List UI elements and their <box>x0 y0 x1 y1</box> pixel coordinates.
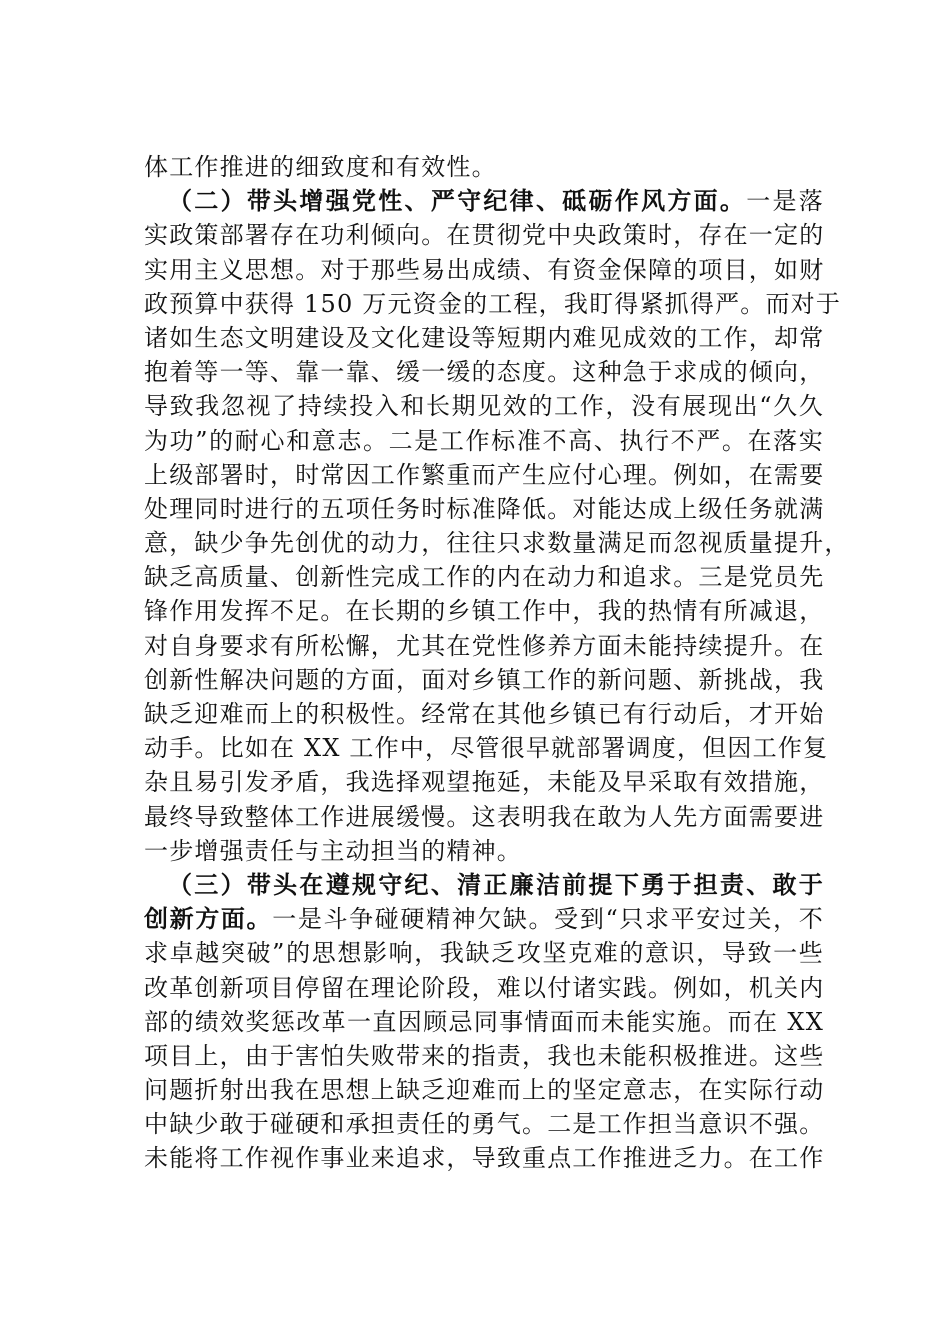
paragraph-line: 处理同时进行的五项任务时标准降低。对能达成上级任务就满 <box>144 494 825 523</box>
paragraph-line: 体工作推进的细致度和有效性。 <box>144 153 497 181</box>
paragraph-line: 抱着等一等、靠一靠、缓一缓的态度。这种急于求成的倾向， <box>144 358 825 387</box>
paragraph-line: 导致我忽视了持续投入和长期见效的工作，没有展现出“久久 <box>144 392 824 421</box>
paragraph-line: 诸如生态文明建设及文化建设等短期内难见成效的工作，却常 <box>144 323 825 352</box>
paragraph-line: 部的绩效奖惩改革一直因顾忌同事情面而未能实施。而在 XX <box>144 1007 824 1036</box>
paragraph-line: 创新性解决问题的方面，面对乡镇工作的新问题、新挑战，我 <box>144 665 825 694</box>
paragraph-line: 改革创新项目停留在理论阶段，难以付诸实践。例如，机关内 <box>144 973 825 1002</box>
paragraph-line: 缺乏迎难而上的积极性。经常在其他乡镇已有行动后，才开始 <box>144 700 825 728</box>
paragraph-line: 杂且易引发矛盾，我选择观望拖延，未能及早采取有效措施， <box>144 768 825 797</box>
paragraph-line: 意，缺少争先创优的动力，往往只求数量满足而忽视质量提升， <box>144 529 850 558</box>
section-heading-line <box>144 868 824 902</box>
paragraph-line: 上级部署时，时常因工作繁重而产生应付心理。例如，在需要 <box>144 460 825 489</box>
section-heading-line: （二）带头增强党性、严守纪律、砥砺作风方面。一是落 <box>168 186 824 216</box>
paragraph-line: 政预算中获得 150 万元资金的工程，我盯得紧抓得严。而对于 <box>144 289 842 318</box>
paragraph-line: 为功”的耐心和意志。二是工作标准不高、执行不严。在落实 <box>144 426 824 455</box>
section-heading: （二）带头增强党性、严守纪律、砥砺作风方面。 <box>168 186 747 216</box>
paragraph-line: 问题折射出我在思想上缺乏迎难而上的坚定意志，在实际行动 <box>144 1076 825 1105</box>
paragraph-line: 缺乏高质量、创新性完成工作的内在动力和追求。三是党员先 <box>144 563 825 592</box>
paragraph-line: 求卓越突破”的思想影响，我缺乏攻坚克难的意识，导致一些 <box>144 939 824 968</box>
paragraph-line: 项目上，由于害怕失败带来的指责，我也未能积极推进。这些 <box>144 1041 825 1070</box>
paragraph-line: 实政策部署存在功利倾向。在贯彻党中央政策时，存在一定的 <box>144 221 825 250</box>
paragraph-line: 未能将工作视作事业来追求，导致重点工作推进乏力。在工作 <box>144 1144 825 1173</box>
paragraph-line: 锋作用发挥不足。在长期的乡镇工作中，我的热情有所减退， <box>144 597 825 626</box>
paragraph-line: 中缺少敢于碰硬和承担责任的勇气。二是工作担当意识不强。 <box>144 1110 825 1139</box>
paragraph-line: 对自身要求有所松懈，尤其在党性修养方面未能持续提升。在 <box>144 631 825 660</box>
section-heading: （三）带头在遵规守纪、清正廉洁前提下勇于担责、敢于 <box>168 869 824 899</box>
paragraph-line: 一步增强责任与主动担当的精神。 <box>144 836 522 865</box>
paragraph-line: 动手。比如在 XX 工作中，尽管很早就部署调度，但因工作复 <box>144 734 829 763</box>
paragraph-line: 实用主义思想。对于那些易出成绩、有资金保障的项目，如财 <box>144 255 825 284</box>
paragraph-line: 最终导致整体工作进展缓慢。这表明我在敢为人先方面需要进 <box>144 802 825 831</box>
section-heading-line: 创新方面。一是斗争碰硬精神欠缺。受到“只求平安过关，不 <box>144 904 825 934</box>
document-body <box>144 150 850 1176</box>
section-heading: 创新方面。 <box>144 904 273 934</box>
